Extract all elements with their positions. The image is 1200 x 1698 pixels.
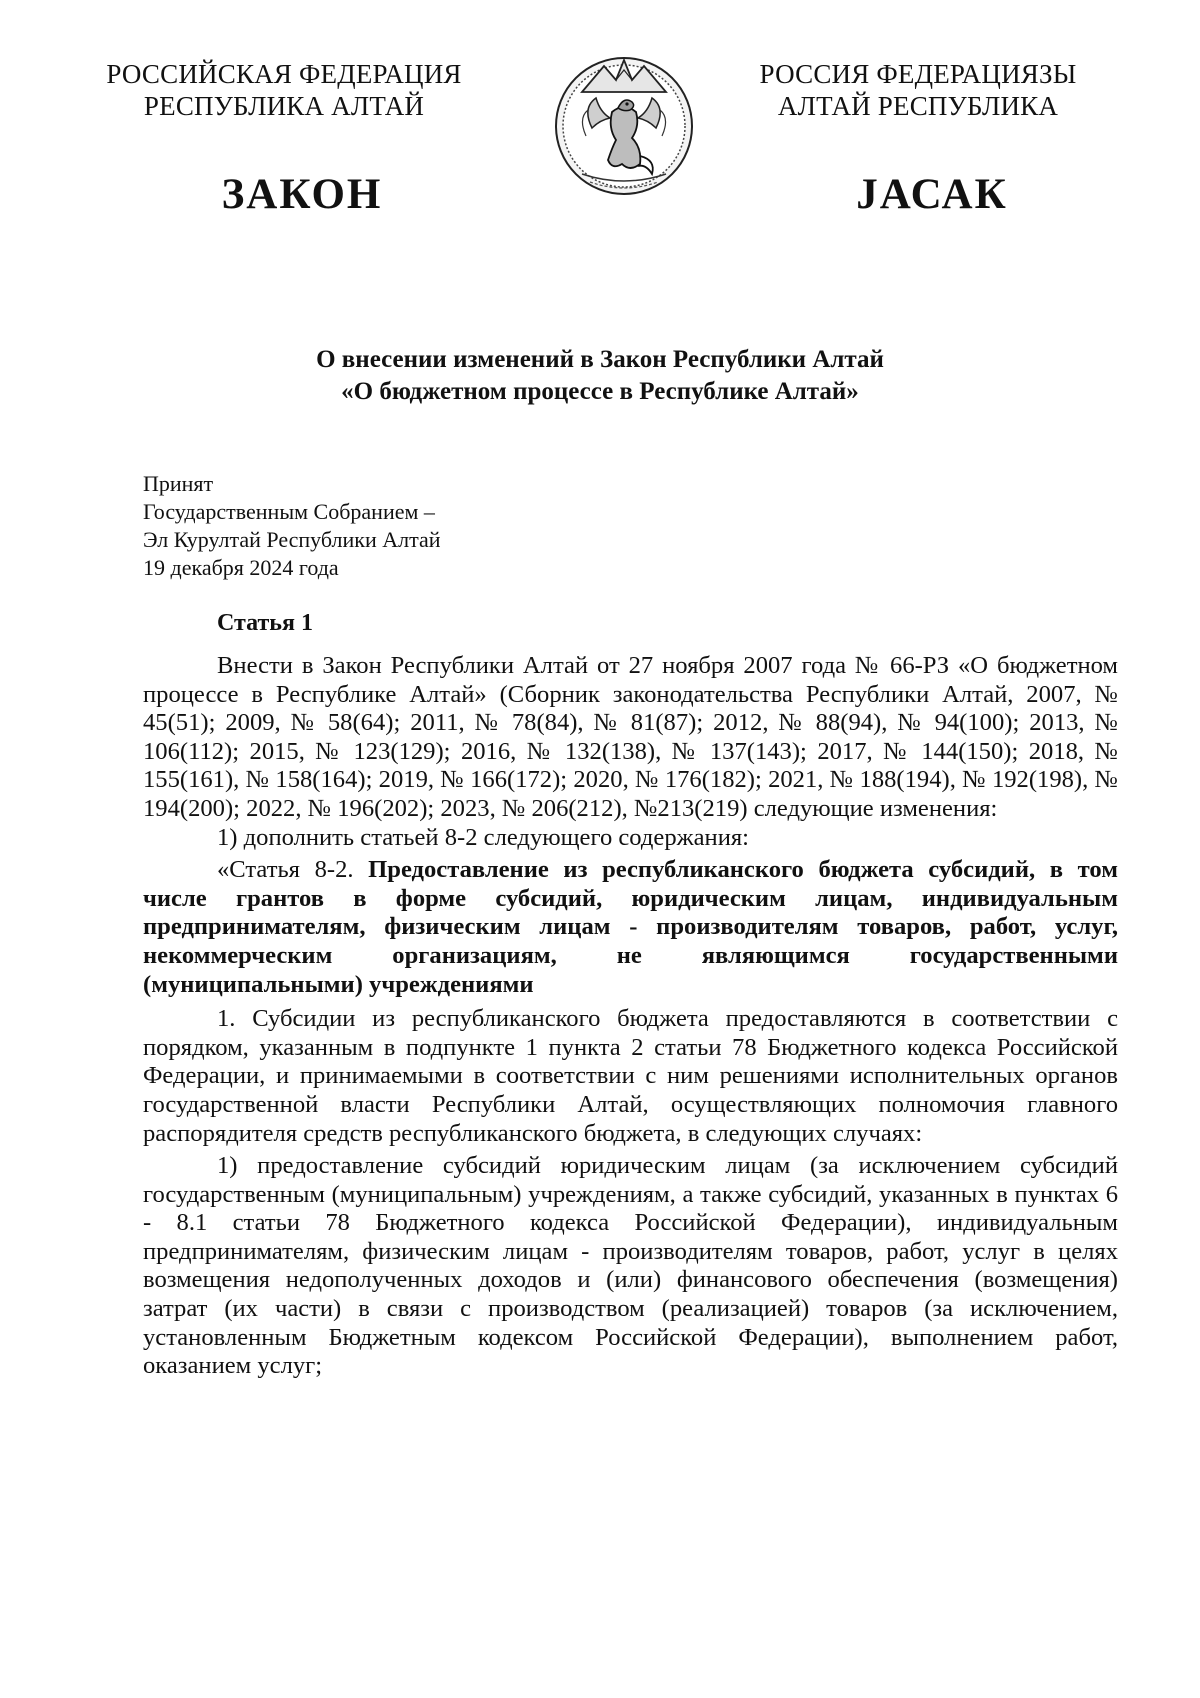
header-country-ru: РОССИЙСКАЯ ФЕДЕРАЦИЯ bbox=[106, 59, 462, 89]
article-heading: Статья 1 bbox=[217, 610, 313, 636]
amendment-item-1: 1) дополнить статьей 8-2 следующего содержания: bbox=[217, 823, 749, 851]
article-intro-paragraph: Внести в Закон Республики Алтай от 27 ноября 2007 года № 66-РЗ «О бюджетном процессе в Республике Алтай» (Сборник законодательства Республики Алтай, 2007, № 45(51); 2009, № 58(64); 2011, № 78(84), № 81(87); 2012, № 88(94), № 94(100); 2013, № 106(112); 2015, № 123(129); 2016, № 132(138), № 137(143); 2017, № 144(150); 2018, № 155(161), № 158(164); 2019, № 166(172); 2020, № 176(182); 2021, № 188(194), № 192(198), № 194(200); 2022, № 196(202); 2023, № 206(212), №213(219) следующие изменения: bbox=[143, 652, 1118, 822]
header-country-alt: РОССИЯ ФЕДЕРАЦИЯЗЫ bbox=[759, 59, 1077, 89]
new-article-prefix: «Статья 8-2. bbox=[217, 856, 369, 884]
adoption-line-2: Государственным Собранием – bbox=[143, 499, 435, 524]
adoption-line-3: Эл Курултай Республики Алтай bbox=[143, 527, 441, 552]
adoption-date: 19 декабря 2024 года bbox=[143, 555, 339, 580]
new-article-title: Предоставление из республиканского бюджета субсидий, в том числе грантов в форме субсидий, юридическим лицам, индивидуальным предпринимателям, физическим лицам - производителям товаров, работ, услуг, некоммерческим организациям, не являющимся государственными (муниципальными) учреждениями bbox=[143, 856, 1119, 998]
republic-altai-coat-of-arms-icon bbox=[552, 52, 696, 200]
header-altai-block bbox=[708, 58, 1128, 122]
header-russian-block bbox=[74, 58, 494, 122]
new-article-heading bbox=[143, 856, 1118, 999]
law-word-russian: ЗАКОН bbox=[221, 171, 383, 218]
header-republic-alt: АЛТАЙ РЕСПУБЛИКА bbox=[777, 91, 1059, 121]
adoption-block bbox=[143, 470, 643, 582]
new-article-paragraph-1-item-1: 1) предоставление субсидий юридическим лицам (за исключением субсидий государственным (муниципальным) учреждениям, а также субсидий, указанных в пунктах 6 - 8.1 статьи 78 Бюджетного кодекса Российской Федерации), индивидуальным предпринимателям, физическим лицам - производителям товаров, работ, услуг в целях возмещения недополученных доходов и (или) финансового обеспечения (возмещения) затрат (их части) в связи с производством (реализацией) товаров (за исключением, установленным Бюджетным кодексом Российской Федерации), выполнением работ, оказанием услуг; bbox=[143, 1152, 1118, 1380]
article-body bbox=[143, 652, 1118, 1381]
document-title bbox=[100, 344, 1100, 408]
document-title-line2: «О бюджетном процессе в Республике Алтай» bbox=[341, 378, 859, 405]
new-article-paragraph-1: 1. Субсидии из республиканского бюджета предоставляются в соответствии с порядком, указанным в подпункте 1 пункта 2 статьи 78 Бюджетного кодекса Российской Федерации, и принимаемыми в соответствии с ним решениями исполнительных органов государственной власти Республики Алтай, осуществляющих полномочия главного распорядителя средств республиканского бюджета, в следующих случаях: bbox=[143, 1005, 1118, 1147]
header-republic-ru: РЕСПУБЛИКА АЛТАЙ bbox=[143, 91, 425, 121]
document-title-line1: О внесении изменений в Закон Республики Алтай bbox=[316, 346, 884, 373]
law-word-altai: ЈАСАК bbox=[856, 171, 1008, 218]
adoption-line-1: Принят bbox=[143, 471, 214, 496]
